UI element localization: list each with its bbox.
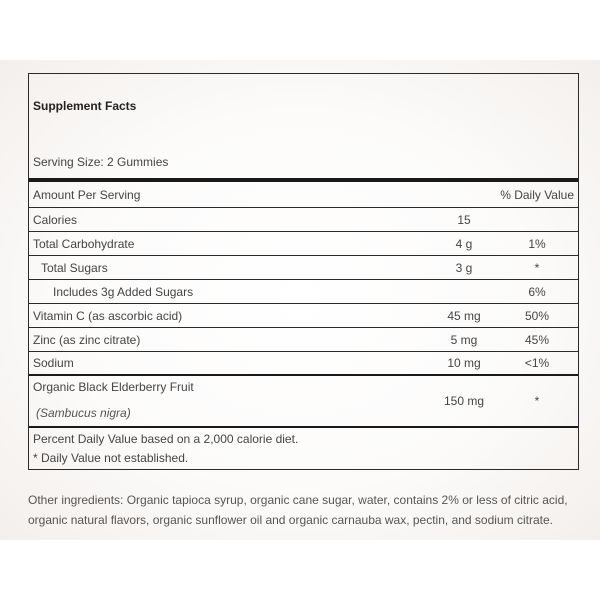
other-ingredients: Other ingredients: Organic tapioca syrup, organic cane sugar, water, contains 2% or less of citric acid, organic natural flavors, organic sunflower oil and organic carnauba wax, pectin, and sodium citrate.: [28, 493, 568, 527]
footnotes: [29, 428, 578, 468]
nutrient-daily-value: 6%: [528, 284, 546, 299]
panel-header: [29, 74, 578, 182]
herb-latin-name: (Sambucus nigra): [36, 406, 131, 420]
panel-title: Supplement Facts: [33, 99, 137, 113]
nutrient-daily-value: <1%: [524, 356, 550, 370]
footnote-not-established: * Daily Value not established.: [33, 451, 189, 465]
footnote-daily-value: Percent Daily Value based on a 2,000 calorie diet.: [33, 432, 299, 446]
table-row: [29, 328, 578, 352]
nutrient-name: Sodium: [33, 356, 74, 370]
table-row: [29, 280, 578, 304]
nutrient-name: Total Carbohydrate: [33, 236, 135, 251]
nutrient-amount: 45 mg: [447, 308, 481, 323]
daily-value-header: % Daily Value: [500, 187, 574, 202]
nutrient-name: Vitamin C (as ascorbic acid): [33, 308, 183, 323]
nutrient-name: Total Sugars: [41, 260, 108, 275]
table-row: [29, 208, 578, 232]
herb-amount: 150 mg: [443, 394, 485, 408]
herb-name: Organic Black Elderberry Fruit: [33, 380, 194, 394]
nutrient-name: Calories: [33, 212, 78, 227]
table-row: [29, 256, 578, 280]
nutrient-name: Zinc (as zinc citrate): [33, 332, 141, 347]
nutrient-amount: 4 g: [455, 236, 473, 251]
nutrient-daily-value: 1%: [528, 236, 546, 251]
nutrient-daily-value: *: [534, 260, 540, 275]
table-row: [29, 232, 578, 256]
column-header-row: [29, 182, 578, 208]
table-row: [29, 352, 578, 376]
nutrient-name: Includes 3g Added Sugars: [53, 284, 194, 299]
amount-per-serving-label: Amount Per Serving: [33, 187, 141, 202]
serving-size: Serving Size: 2 Gummies: [33, 155, 169, 169]
nutrient-amount: 5 mg: [450, 332, 478, 347]
nutrient-daily-value: 50%: [524, 308, 550, 323]
nutrient-amount: 3 g: [455, 260, 473, 275]
table-row: [29, 304, 578, 328]
nutrient-amount: 10 mg: [447, 356, 481, 370]
herb-row: [29, 376, 578, 428]
nutrient-daily-value: 45%: [524, 332, 550, 347]
nutrient-amount: 15: [457, 212, 471, 227]
supplement-facts-panel: [28, 73, 579, 470]
herb-daily-value: *: [534, 394, 540, 408]
